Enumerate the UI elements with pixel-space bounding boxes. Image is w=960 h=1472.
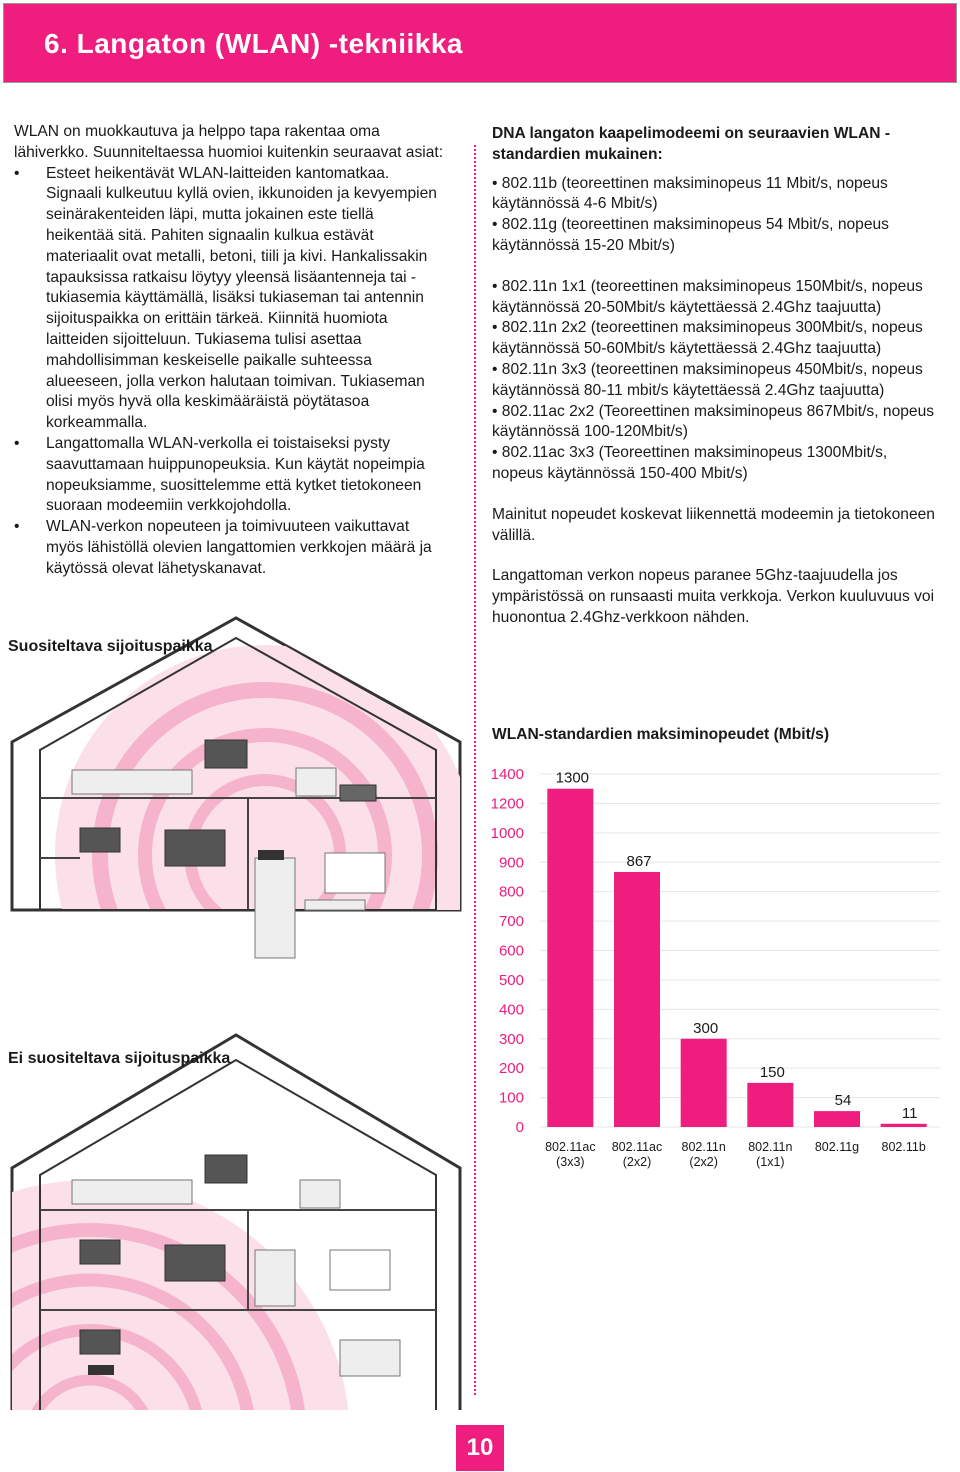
shelf [255,1250,295,1306]
bar-value-label: 300 [693,1019,719,1037]
x-tick-label: 802.11n [748,1140,793,1154]
router [258,850,284,860]
armchair [300,1180,340,1208]
page-title: 6. Langaton (WLAN) -tekniikka [44,28,463,59]
monitor [80,828,120,852]
y-tick-label: 300 [498,1030,524,1048]
monitor [205,740,247,768]
right-column [492,124,942,629]
speed-note: Mainitut nopeudet koskevat liikennettä modeemin ja tietokoneen välillä. [492,505,935,544]
frequency-note: Langattoman verkon nopeus paranee 5Ghz-taajuudella jos ympäristössä on runsaasti muita verkkoja. Verkon kuuluvuus voi huonontua 2.4Ghz-verkkoon nähden. [492,567,935,626]
sofa [305,900,365,910]
y-tick-label: 800 [498,883,524,901]
left-column [14,122,444,580]
bed [72,770,192,794]
picture [330,1250,390,1290]
bar [814,1111,860,1127]
x-tick-label: (1x1) [756,1155,785,1169]
list-item: • WLAN-verkon nopeuteen ja toimivuuteen vaikuttavat myös lähistöllä olevien langattomien verkkojen määrä ja käytössä olevat lähetyskanavat. [14,517,444,579]
router [88,1365,114,1375]
y-tick-label: 1000 [490,824,524,842]
armchair [296,768,336,796]
bar-value-label: 11 [901,1104,918,1122]
list-item: • Esteet heikentävät WLAN-laitteiden kantomatkaa. Signaali kulkeutuu kyllä ovien, ikkunoiden ja kevyempien seinärakenteiden läpi, mutta jokainen este tiellä heikentää sitä. Pahiten signaalin kulkua estävät materiaalit ovat metalli, betoni, tiili ja kivi. Hankalissakin tapauksissa ratkaisu löytyy yleensä lisäantenneja tai -tukiasemia käyttämällä, lisäksi tukiaseman tai antennin sijoituspaikka on erittäin tärkeä. Kiinnitä huomiota laitteiden sijoitteluun. Tukiasema tulisi asettaa mahdollisimman keskeiselle paikalle suhteessa alueeseen, jolla verkon halutaan toimivan. Tukiaseman olisi myös hyvä olla keskimääräistä pöytätasoa korkeammalla. [14,164,444,434]
tv [165,830,225,866]
y-tick-label: 1200 [490,795,524,813]
not-recommended-location-label: Ei suositeltava sijoituspaikka [8,1050,231,1067]
x-tick-label: 802.11ac [611,1140,663,1154]
y-tick-label: 200 [498,1060,524,1078]
page-number: 10 [456,1425,504,1471]
y-tick-label: 700 [498,913,524,931]
standard-item: • 802.11g (teoreettinen maksiminopeus 54 Mbit/s, nopeus käytännössä 15-20 Mbit/s) [492,216,889,254]
monitor [80,1240,120,1264]
bar-value-label: 150 [759,1063,785,1081]
list-item: • Langattomalla WLAN-verkolla ei toistaiseksi pysty saavuttamaan huippunopeuksia. Kun käytät nopeimpia nopeuksiamme, suosittelemme että kytket tietokoneen suoraan modeemiin verkkojohdolla. [14,434,444,517]
considerations-list [14,164,444,580]
speed-bar-chart [478,760,948,1180]
bed [72,1180,192,1204]
page-header [3,3,957,83]
chart-title: WLAN-standardien maksiminopeudet (Mbit/s) [492,726,830,743]
intro-text: WLAN on muokkautuva ja helppo tapa rakentaa oma lähiverkko. Suunniteltaessa huomioi kuitenkin seuraavat asiat: [14,123,444,161]
y-tick-label: 100 [498,1089,524,1107]
y-tick-label: 500 [498,971,524,989]
standards-heading: DNA langaton kaapelimodeemi on seuraavien WLAN -standardien mukainen: [492,125,891,163]
standard-item: • 802.11b (teoreettinen maksiminopeus 11 Mbit/s, nopeus käytännössä 4-6 Mbit/s) [492,174,888,213]
standard-item: • 802.11ac 3x3 (Teoreettinen maksiminopeus 1300Mbit/s, nopeus käytännössä 150-400 Mbit/s) [492,444,888,482]
bar-value-label: 867 [626,852,652,870]
x-tick-label: (3x3) [556,1155,585,1169]
monitor [80,1330,120,1354]
tv [165,1245,225,1281]
y-tick-label: 1400 [490,766,524,783]
y-tick-label: 400 [498,1001,524,1019]
sofa [340,1340,400,1376]
standard-item: • 802.11n 3x3 (teoreettinen maksiminopeus 450Mbit/s, nopeus käytännössä 80-11 mbit/s käytettäessä 2.4Ghz taajuutta) [492,360,923,399]
bar-value-label: 54 [834,1092,852,1110]
shelf [255,858,295,958]
laptop [340,785,376,801]
house-illustration [0,610,470,1410]
x-tick-label: 802.11g [814,1140,860,1154]
standard-item: • 802.11n 1x1 (teoreettinen maksiminopeus 150Mbit/s, nopeus käytännössä 20-50Mbit/s käytettäessä 2.4Ghz taajuutta) [492,277,923,316]
bar-value-label: 1300 [555,769,590,787]
column-divider [474,145,476,1395]
recommended-location-label: Suositeltava sijoituspaikka [8,638,213,655]
y-tick-label: 600 [498,942,524,960]
x-tick-label: 802.11n [681,1140,726,1154]
monitor [205,1155,247,1183]
bar [614,872,660,1127]
x-tick-label: 802.11b [881,1140,926,1154]
bar [681,1039,727,1127]
bar [547,789,593,1127]
standard-item: • 802.11n 2x2 (teoreettinen maksiminopeus 300Mbit/s, nopeus käytännössä 50-60Mbit/s käytettäessä 2.4Ghz taajuutta) [492,319,923,358]
standard-item: • 802.11ac 2x2 (Teoreettinen maksiminopeus 867Mbit/s, nopeus käytännössä 100-120Mbit/s) [492,402,935,441]
x-tick-label: 802.11ac [545,1140,596,1154]
x-tick-label: (2x2) [622,1155,652,1169]
bar [881,1124,927,1127]
x-tick-label: (2x2) [689,1155,718,1169]
bar [747,1083,793,1127]
y-tick-label: 0 [515,1119,524,1136]
picture [325,853,385,893]
y-tick-label: 900 [498,854,524,872]
